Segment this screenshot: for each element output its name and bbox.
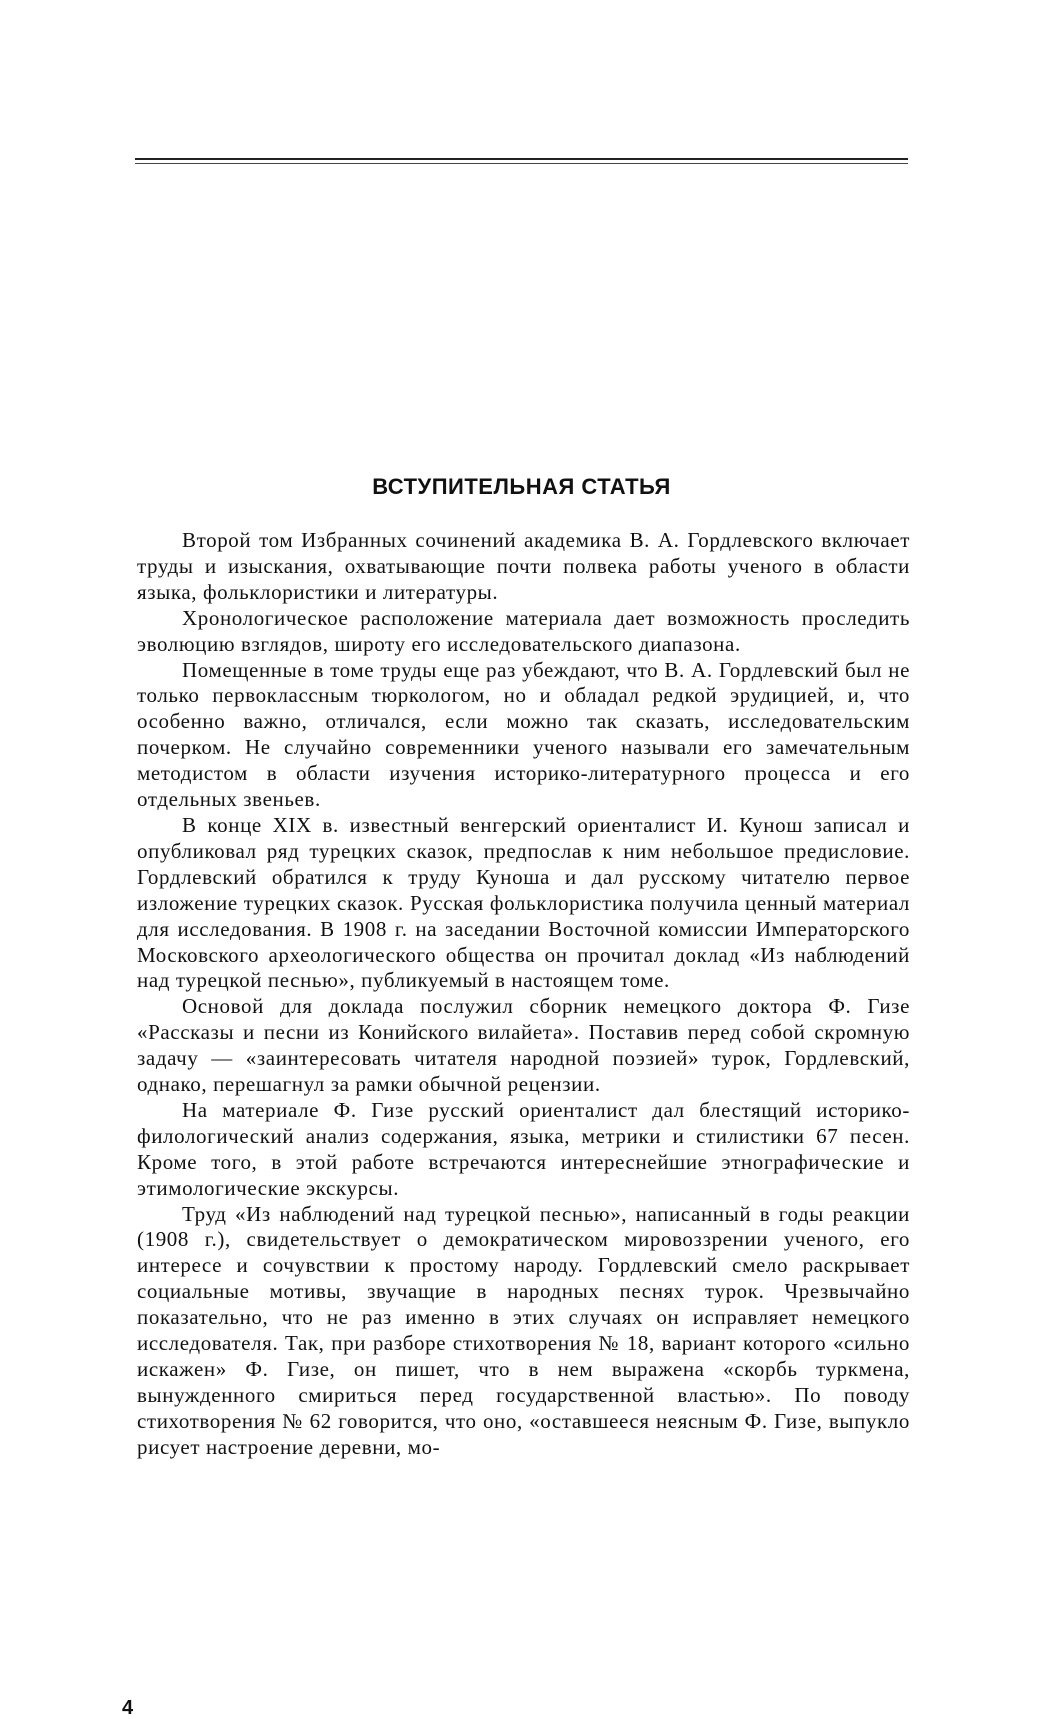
paragraph-3: Помещенные в томе труды еще раз убеждают, что В. А. Гордлевский был не только первоклассным тюркологом, но и обладал редкой эрудицией, и, что особенно важно, отличался, если можно так сказать, исследовательским почерком. Не случайно современники ученого называли его замечательным методистом в области изучения историко-литературного процесса и его отдельных звеньев. [137,657,910,812]
page-number: 4 [122,1697,134,1719]
header-rule [135,158,908,160]
paragraph-4: В конце XIX в. известный венгерский ориенталист И. Кунош записал и опубликовал ряд турецких сказок, предпослав к ним небольшое предисловие. Гордлевский обратился к труду Куноша и дал русскому читателю первое изложение турецких сказок. Русская фольклористика получила ценный материал для исследования. В 1908 г. на заседании Восточной комиссии Императорского Московского археологического общества он прочитал доклад «Из наблюдений над турецкой песнью», публикуемый в настоящем томе. [137,812,910,993]
paragraph-1: Второй том Избранных сочинений академика В. А. Гордлевского включает труды и изыскания, охватывающие почти полвека работы ученого в области языка, фольклористики и литературы. [137,528,910,604]
paragraph-6: На материале Ф. Гизе русский ориенталист дал блестящий историко-филологический анализ содержания, языка, метрики и стилистики 67 песен. Кроме того, в этой работе встречаются интереснейшие этнографические и этимологические экскурсы. [137,1097,910,1200]
page-title: ВСТУПИТЕЛЬНАЯ СТАТЬЯ [372,474,671,499]
paragraph-2: Хронологическое расположение материала дает возможность проследить эволюцию взглядов, широту его исследовательского диапазона. [137,605,910,656]
article-body [137,528,910,1461]
paragraph-7: Труд «Из наблюдений над турецкой песнью», написанный в годы реакции (1908 г.), свидетельствует о демократическом мировоззрении ученого, его интересе и сочувствии к простому народу. Гордлевский смело раскрывает социальные мотивы, звучащие в народных песнях турок. Чрезвычайно показательно, что не раз именно в этих случаях он исправляет немецкого исследователя. Так, при разборе стихотворения № 18, вариант которого «сильно искажен» Ф. Гизе, он пишет, что в нем выражена «скорбь туркмена, вынужденного смириться перед государственной властью». По поводу стихотворения № 62 говорится, что оно, «оставшееся неясным Ф. Гизе, выпукло рисует настроение деревни, мо- [137,1201,910,1459]
paragraph-5: Основой для доклада послужил сборник немецкого доктора Ф. Гизе «Рассказы и песни из Конийского вилайета». Поставив перед собой скромную задачу — «заинтересовать читателя народной поэзией» турок, Гордлевский, однако, перешагнул за рамки обычной рецензии. [137,994,910,1097]
